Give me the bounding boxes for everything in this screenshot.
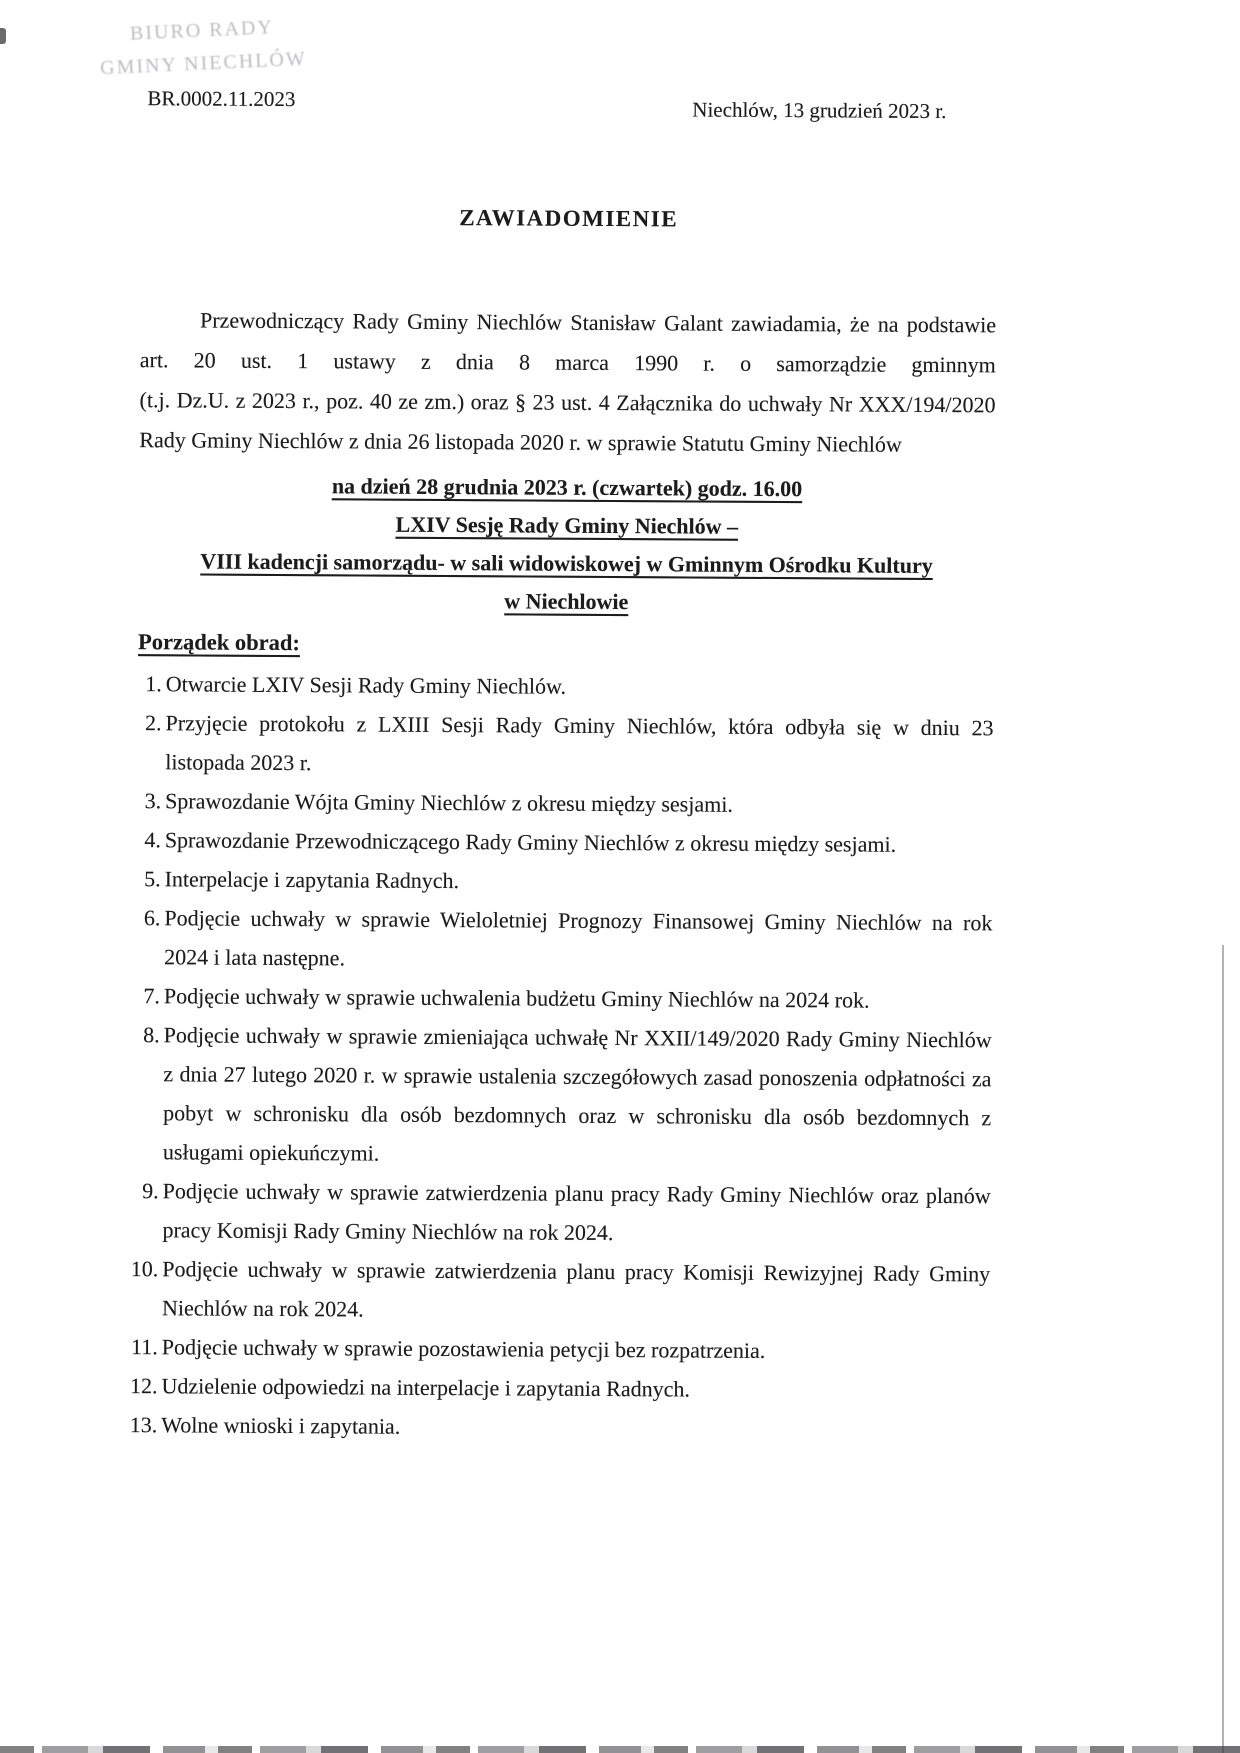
- agenda-item-number: 4.: [144, 827, 161, 853]
- agenda-item-number: 13.: [129, 1412, 158, 1438]
- document-title: ZAWIADOMIENIE: [459, 205, 679, 232]
- agenda-item-text: Przyjęcie protokołu z LXIII Sesji Rady Gminy Niechlów, która odbyła się w dniu 23 listopada 2023 r.: [165, 710, 994, 776]
- agenda-item: [137, 859, 993, 903]
- agenda-item-text: Udzielenie odpowiedzi na interpelacje i zapytania Radnych.: [161, 1373, 690, 1402]
- agenda-item-text: Wolne wnioski i zapytania.: [161, 1412, 401, 1439]
- agenda-item-text: Otwarcie LXIV Sesji Rady Gminy Niechlów.: [165, 671, 567, 699]
- office-stamp: [96, 10, 309, 86]
- agenda-item-text: Podjęcie uchwały w sprawie zmieniająca uchwałę Nr XXII/149/2020 Rady Gminy Niechlów z dnia 27 lutego 2020 r. w sprawie ustalenia szczegółowych zasad ponoszenia odpłatności za pobyt w schronisku dla osób bezdomnych oraz w schronisku dla osób bezdomnych z usługami opiekuńczymi.: [162, 1022, 992, 1166]
- session-datetime-line: na dzień 28 grudnia 2023 r. (czwartek) godz. 16.00: [331, 473, 803, 502]
- stamp-line-2: GMINY NIECHLÓW: [99, 47, 308, 80]
- place-and-date: Niechlów, 13 grudzień 2023 r.: [692, 97, 947, 124]
- agenda-item: [138, 664, 994, 708]
- agenda-heading: Porządek obrad:: [138, 629, 301, 656]
- stamp-line-1: BIURO RADY: [129, 16, 275, 45]
- agenda-item: [131, 1327, 990, 1371]
- agenda-item: [130, 1249, 991, 1332]
- agenda-item: [129, 1405, 989, 1449]
- agenda-list: [129, 664, 994, 1449]
- agenda-item-number: 5.: [144, 866, 161, 892]
- agenda-item-number: 9.: [142, 1178, 159, 1204]
- agenda-item-text: Podjęcie uchwały w sprawie zatwierdzenia planu pracy Rady Gminy Niechlów oraz planów pracy Komisji Rady Gminy Niechlów na rok 2024.: [162, 1178, 991, 1246]
- agenda-item-number: 12.: [129, 1373, 158, 1399]
- document-body: [129, 300, 997, 1449]
- agenda-item-number: 2.: [145, 710, 162, 736]
- agenda-item: [135, 1015, 992, 1176]
- agenda-item: [137, 781, 993, 825]
- agenda-item-text: Podjęcie uchwały w sprawie zatwierdzenia planu pracy Komisji Rewizyjnej Rady Gminy Niechlów na rok 2024.: [161, 1256, 991, 1322]
- agenda-item-number: 7.: [143, 983, 160, 1009]
- agenda-item-number: 1.: [145, 671, 162, 697]
- intro-line: Rady Gminy Niechlów z dnia 26 listopada 2020 r. w sprawie Statutu Gminy Niechlów: [139, 427, 902, 457]
- agenda-item-text: Sprawozdanie Wójta Gminy Niechlów z okresu między sesjami.: [165, 788, 733, 817]
- agenda-item-text: Podjęcie uchwały w sprawie Wieloletniej Prognozy Finansowej Gminy Niechlów na rok 2024 i lata następne.: [164, 905, 993, 971]
- agenda-item-number: 10.: [130, 1256, 159, 1282]
- agenda-item-text: Podjęcie uchwały w sprawie uchwalenia budżetu Gminy Niechlów na 2024 rok.: [163, 983, 870, 1013]
- intro-line: Przewodniczący Rady Gminy Niechlów Stanisław Galant zawiadamia, że na podstawie: [199, 307, 997, 338]
- intro-line: (t.j. Dz.U. z 2023 r., poz. 40 ze zm.) oraz § 23 ust. 4 Załącznika do uchwały Nr XXX/194/2020: [139, 387, 996, 418]
- session-town-line: w Niechlowie: [504, 588, 629, 615]
- agenda-item: [129, 1366, 989, 1410]
- agenda-item: [137, 820, 993, 864]
- intro-line: art. 20 ust. 1 ustawy z dnia 8 marca 1990 r. o samorządzie gminnym: [139, 347, 996, 378]
- agenda-item-number: 6.: [143, 905, 161, 931]
- agenda-item-text: Podjęcie uchwały w sprawie pozostawienia petycji bez rozpatrzenia.: [161, 1334, 766, 1363]
- agenda-item-text: Interpelacje i zapytania Radnych.: [164, 866, 460, 894]
- scan-vertical-line: [1222, 945, 1224, 1753]
- scan-corner-mark: [0, 28, 6, 44]
- agenda-item: [136, 976, 992, 1020]
- session-venue-line: VIII kadencji samorządu- w sali widowiskowej w Gminnym Ośrodku Kultury: [200, 548, 933, 578]
- agenda-item-number: 3.: [144, 788, 162, 814]
- agenda-item-number: 8.: [143, 1022, 160, 1048]
- agenda-item-text: Sprawozdanie Przewodniczącego Rady Gminy Niechlów z okresu między sesjami.: [164, 827, 897, 857]
- scan-edge-band: [0, 1746, 1240, 1753]
- agenda-item: [137, 703, 993, 786]
- agenda-item: [136, 898, 992, 981]
- agenda-item: [134, 1171, 990, 1254]
- session-name-line: LXIV Sesję Rady Gminy Niechlów –: [395, 511, 739, 539]
- reference-number: BR.0002.11.2023: [147, 86, 296, 112]
- intro-paragraph: [139, 300, 996, 465]
- agenda-item-number: 11.: [131, 1334, 158, 1360]
